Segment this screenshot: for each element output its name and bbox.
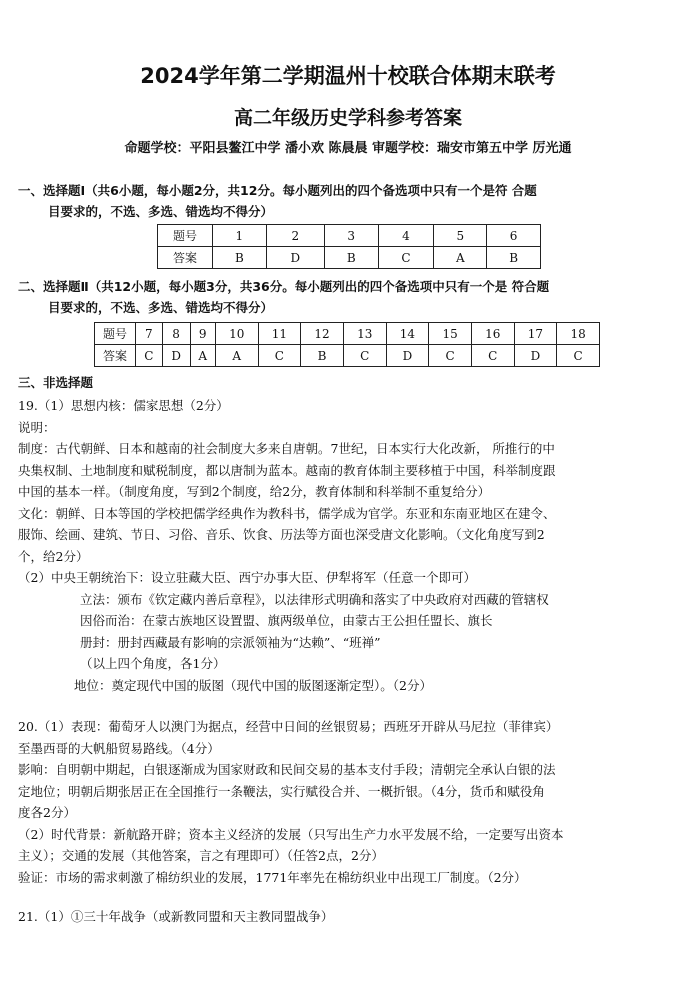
question-number: 7 [136,323,163,345]
question-number: 18 [557,323,600,345]
question-number: 12 [301,323,344,345]
paragraph-line: 20.（1）表现：葡萄牙人以澳门为据点，经营中日间的丝银贸易；西班牙开辟从马尼拉（菲律宾） [18,719,559,734]
page-title: 2024学年第二学期温州十校联合体期末联考 [140,64,556,88]
question-number: 14 [386,323,429,345]
paragraph-line: （2）中央王朝统治下：设立驻藏大臣、西宁办事大臣、伊犁将军（任意一个即可） [18,570,476,585]
section2-heading [18,276,678,318]
answer-cell: C [136,345,163,367]
answer-cell: B [324,247,378,269]
table-row [158,247,541,269]
question-number: 6 [487,225,541,247]
answer-cell: B [301,345,344,367]
paragraph-line: 个，给2分） [18,548,89,564]
answer-cell: C [343,345,386,367]
question-number: 1 [213,225,267,247]
paragraph-line: 册封：册封西藏最有影响的宗派领袖为“达赖”、“班禅” [80,634,381,650]
question-number: 11 [258,323,301,345]
paragraph-line: 21.（1）①三十年战争（或新教同盟和天主教同盟战争） [18,909,334,924]
paragraph-line: 因俗而治：在蒙古族地区设置盟、旗两级单位，由蒙古王公担任盟长、旗长 [80,613,493,628]
question-number: 2 [266,225,324,247]
question-number: 13 [343,323,386,345]
paragraph-line: 地位：奠定现代中国的版图（现代中国的版图逐渐定型）。（2分） [74,677,432,693]
question-number: 9 [190,323,215,345]
answer-cell: C [557,345,600,367]
question-number: 8 [162,323,190,345]
paragraph-line: （2）时代背景：新航路开辟；资本主义经济的发展（只写出生产力水平发展不给，一定要写出资本 [18,826,564,842]
paragraph-line: 度各2分） [18,805,76,820]
answer-cell: B [487,247,541,269]
question-number: 15 [429,323,472,345]
page-subtitle: 高二年级历史学科参考答案 [233,107,462,129]
table-row [95,323,600,345]
question-number: 17 [514,323,557,345]
question-number: 5 [434,225,487,247]
section2-answer-table [94,322,600,367]
section2-heading-line2: 目要求的，不选、多选、错选均不得分） [48,300,274,315]
answer-cell: C [471,345,514,367]
table-row [158,225,541,247]
answer-cell: C [258,345,301,367]
section1-answer-table [157,224,541,269]
section1-heading-line2: 目要求的，不选、多选、错选均不得分） [48,204,274,219]
paragraph-line: 验证：市场的需求刺激了棉纺织业的发展，1771年率先在棉纺织业中出现工厂制度。（2分） [18,869,527,885]
row-label-question: 题号 [158,225,213,247]
row-label-answer: 答案 [158,247,213,269]
paragraph-line: （以上四个角度，各1分） [80,656,226,671]
paragraph-line: 制度：古代朝鲜、日本和越南的社会制度大多来自唐朝。7世纪，日本实行大化改新， 所推行的中 [18,441,555,456]
paragraph-line: 中国的基本一样。（制度角度，写到2个制度，给2分，教育体制和科举制不重复给分） [18,484,491,499]
section3-heading: 三、非选择题 [18,375,94,390]
row-label-answer: 答案 [95,345,136,367]
answer-cell: A [434,247,487,269]
question-number: 4 [378,225,434,247]
section1-heading-line1: 一、选择题Ⅰ（共6小题，每小题2分，共12分。每小题列出的四个备选项中只有一个是符 合题 [18,183,537,198]
row-label-question: 题号 [95,323,136,345]
answer-cell: A [190,345,215,367]
answer-cell: C [429,345,472,367]
answer-cell: C [378,247,434,269]
section1-heading [18,180,678,222]
authors-line: 命题学校：平阳县鳌江中学 潘小欢 陈晨晨 审题学校：瑞安市第五中学 厉光通 [124,141,572,156]
table-row [95,345,600,367]
paragraph-line: 19.（1）思想内核：儒家思想（2分） [18,398,229,413]
answer-cell: D [386,345,429,367]
paragraph-line: 央集权制、土地制度和赋税制度，都以唐制为蓝本。越南的教育体制主要移植于中国，科举制度跟 [18,462,556,478]
paragraph-line: 文化：朝鲜、日本等国的学校把儒学经典作为教科书，儒学成为官学。东亚和东南亚地区在建令、 [18,505,556,521]
section2-heading-line1: 二、选择题Ⅱ（共12小题，每小题3分，共36分。每小题列出的四个备选项中只有一个是 符合题 [18,279,550,294]
paragraph-line: 定地位；明朝后期张居正在全国推行一条鞭法，实行赋役合并、一概折银。（4分，货币和赋役角 [18,783,545,799]
answers-body [18,395,678,928]
answer-cell: D [162,345,190,367]
answer-cell: A [215,345,258,367]
question-number: 16 [471,323,514,345]
paragraph-line: 立法：颁布《钦定藏内善后章程》，以法律形式明确和落实了中央政府对西藏的管辖权 [80,591,549,607]
paragraph-line: 影响：自明朝中期起，白银逐渐成为国家财政和民间交易的基本支付手段；清朝完全承认白银的法 [18,762,556,777]
paragraph-line: 说明： [18,419,56,435]
answer-cell: D [514,345,557,367]
question-number: 10 [215,323,258,345]
answer-cell: B [213,247,267,269]
paragraph-line: 服饰、绘画、建筑、节日、习俗、音乐、饮食、历法等方面也深受唐文化影响。（文化角度写到2 [18,527,545,542]
paragraph-line: 主义）；交通的发展（其他答案，言之有理即可）（任答2点，2分） [18,848,384,863]
answer-cell: D [266,247,324,269]
paragraph-line: 至墨西哥的大帆船贸易路线。（4分） [18,740,220,756]
question-number: 3 [324,225,378,247]
